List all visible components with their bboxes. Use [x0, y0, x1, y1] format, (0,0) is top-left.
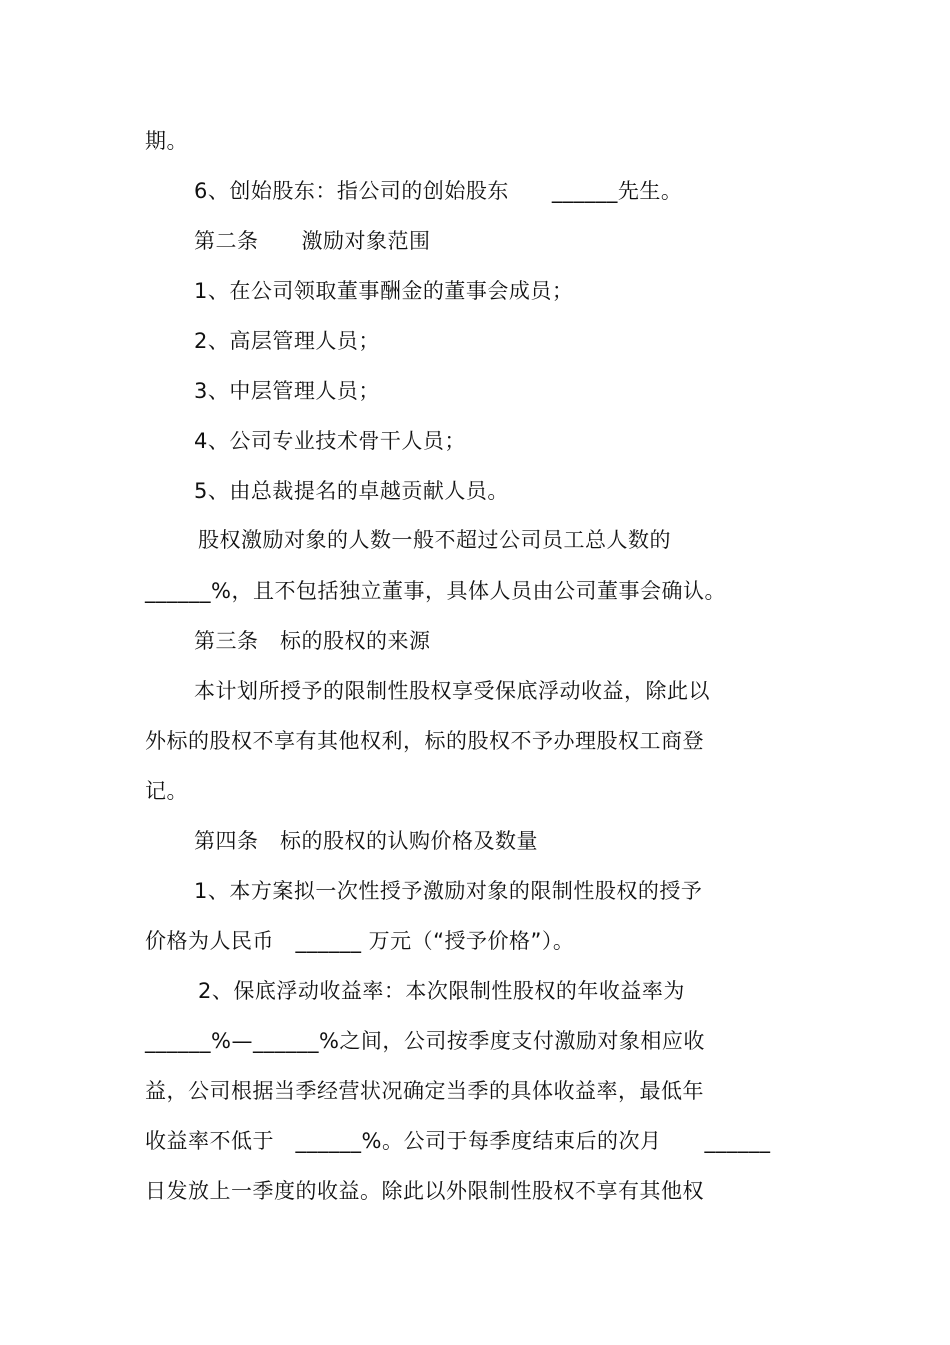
text-line: 价格为人民币 ______ 万元（“授予价格”）。 [145, 929, 575, 953]
list-item: 4、公司专业技术骨干人员； [194, 429, 466, 453]
text-line: 股权激励对象的人数一般不超过公司员工总人数的 [198, 528, 671, 552]
text-line: 收益率不低于 ______%。公司于每季度结束后的次月 ______ [145, 1129, 771, 1153]
list-item: 2、高层管理人员； [194, 329, 380, 353]
text-line: 日发放上一季度的收益。除此以外限制性股权不享有其他权 [145, 1179, 704, 1203]
list-item: 5、由总裁提名的卓越贡献人员。 [194, 479, 509, 503]
text-line: 2、保底浮动收益率：本次限制性股权的年收益率为 [198, 979, 685, 1003]
text-line: 期。 [145, 129, 188, 153]
text-line: 本计划所授予的限制性股权享受保底浮动收益，除此以 [194, 679, 710, 703]
text-line: 外标的股权不享有其他权利，标的股权不予办理股权工商登 [145, 729, 704, 753]
text-line: 6、创始股东：指公司的创始股东 ______先生。 [194, 179, 683, 203]
text-line: 1、本方案拟一次性授予激励对象的限制性股权的授予 [194, 879, 703, 903]
section-heading: 第二条 激励对象范围 [194, 229, 431, 253]
text-line: 记。 [145, 779, 188, 803]
list-item: 1、在公司领取董事酬金的董事会成员； [194, 279, 574, 303]
list-item: 3、中层管理人员； [194, 379, 380, 403]
section-heading: 第三条 标的股权的来源 [194, 629, 431, 653]
text-line: ______%，且不包括独立董事，具体人员由公司董事会确认。 [145, 579, 726, 603]
text-line: ______%—______%之间，公司按季度支付激励对象相应收 [145, 1029, 705, 1053]
text-line: 益，公司根据当季经营状况确定当季的具体收益率，最低年 [145, 1079, 704, 1103]
section-heading: 第四条 标的股权的认购价格及数量 [194, 829, 538, 853]
